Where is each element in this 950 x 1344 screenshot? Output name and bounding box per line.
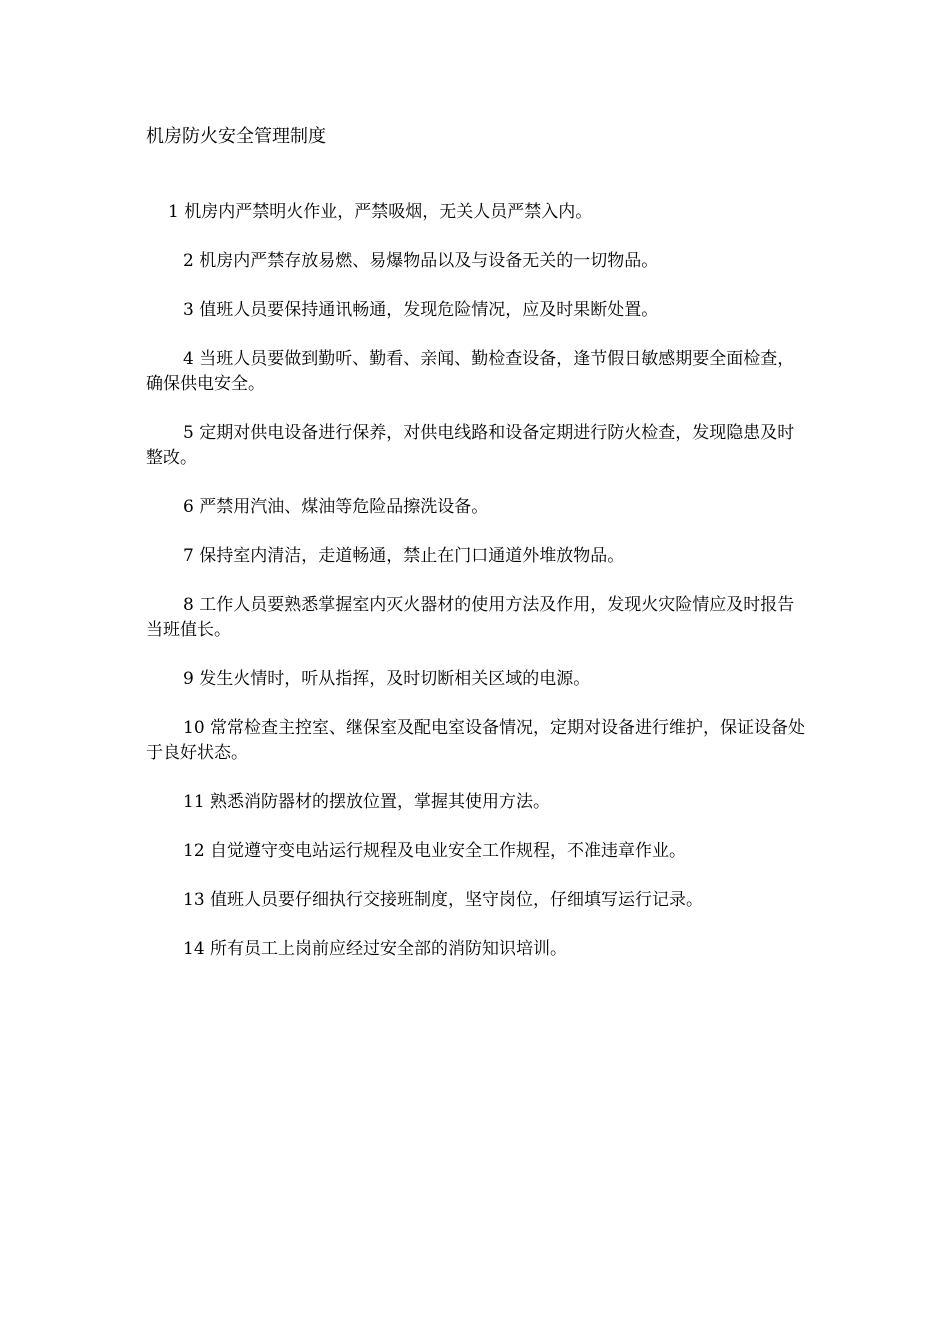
rule-item: 11 熟悉消防器材的摆放位置，掌握其使用方法。 [183, 792, 551, 812]
rule-item: 2 机房内严禁存放易燃、易爆物品以及与设备无关的一切物品。 [183, 251, 659, 271]
rule-item: 14 所有员工上岗前应经过安全部的消防知识培训。 [183, 939, 568, 959]
rule-item: 8 工作人员要熟悉掌握室内灭火器材的使用方法及作用，发现火灾险情应及时报告当班值长。 [146, 595, 795, 640]
document-title: 机房防火安全管理制度 [146, 126, 326, 147]
rule-item: 7 保持室内清洁，走道畅通，禁止在门口通道外堆放物品。 [183, 546, 625, 566]
rules-list [146, 200, 806, 986]
rule-item: 10 常常检查主控室、继保室及配电室设备情况，定期对设备进行维护，保证设备处于良好状态。 [146, 718, 806, 763]
rule-item: 12 自觉遵守变电站运行规程及电业安全工作规程，不准违章作业。 [183, 841, 687, 861]
rule-item: 1 机房内严禁明火作业，严禁吸烟，无关人员严禁入内。 [168, 202, 593, 222]
rule-item: 4 当班人员要做到勤听、勤看、亲闻、勤检查设备，逢节假日敏感期要全面检查，确保供电安全。 [146, 349, 795, 394]
rule-item: 5 定期对供电设备进行保养，对供电线路和设备定期进行防火检查，发现隐患及时整改。 [146, 423, 795, 468]
rule-item: 9 发生火情时，听从指挥，及时切断相关区域的电源。 [183, 669, 591, 689]
rule-item: 13 值班人员要仔细执行交接班制度，坚守岗位，仔细填写运行记录。 [183, 890, 704, 910]
rule-item: 3 值班人员要保持通讯畅通，发现危险情况，应及时果断处置。 [183, 300, 659, 320]
rule-item: 6 严禁用汽油、煤油等危险品擦洗设备。 [183, 497, 489, 517]
